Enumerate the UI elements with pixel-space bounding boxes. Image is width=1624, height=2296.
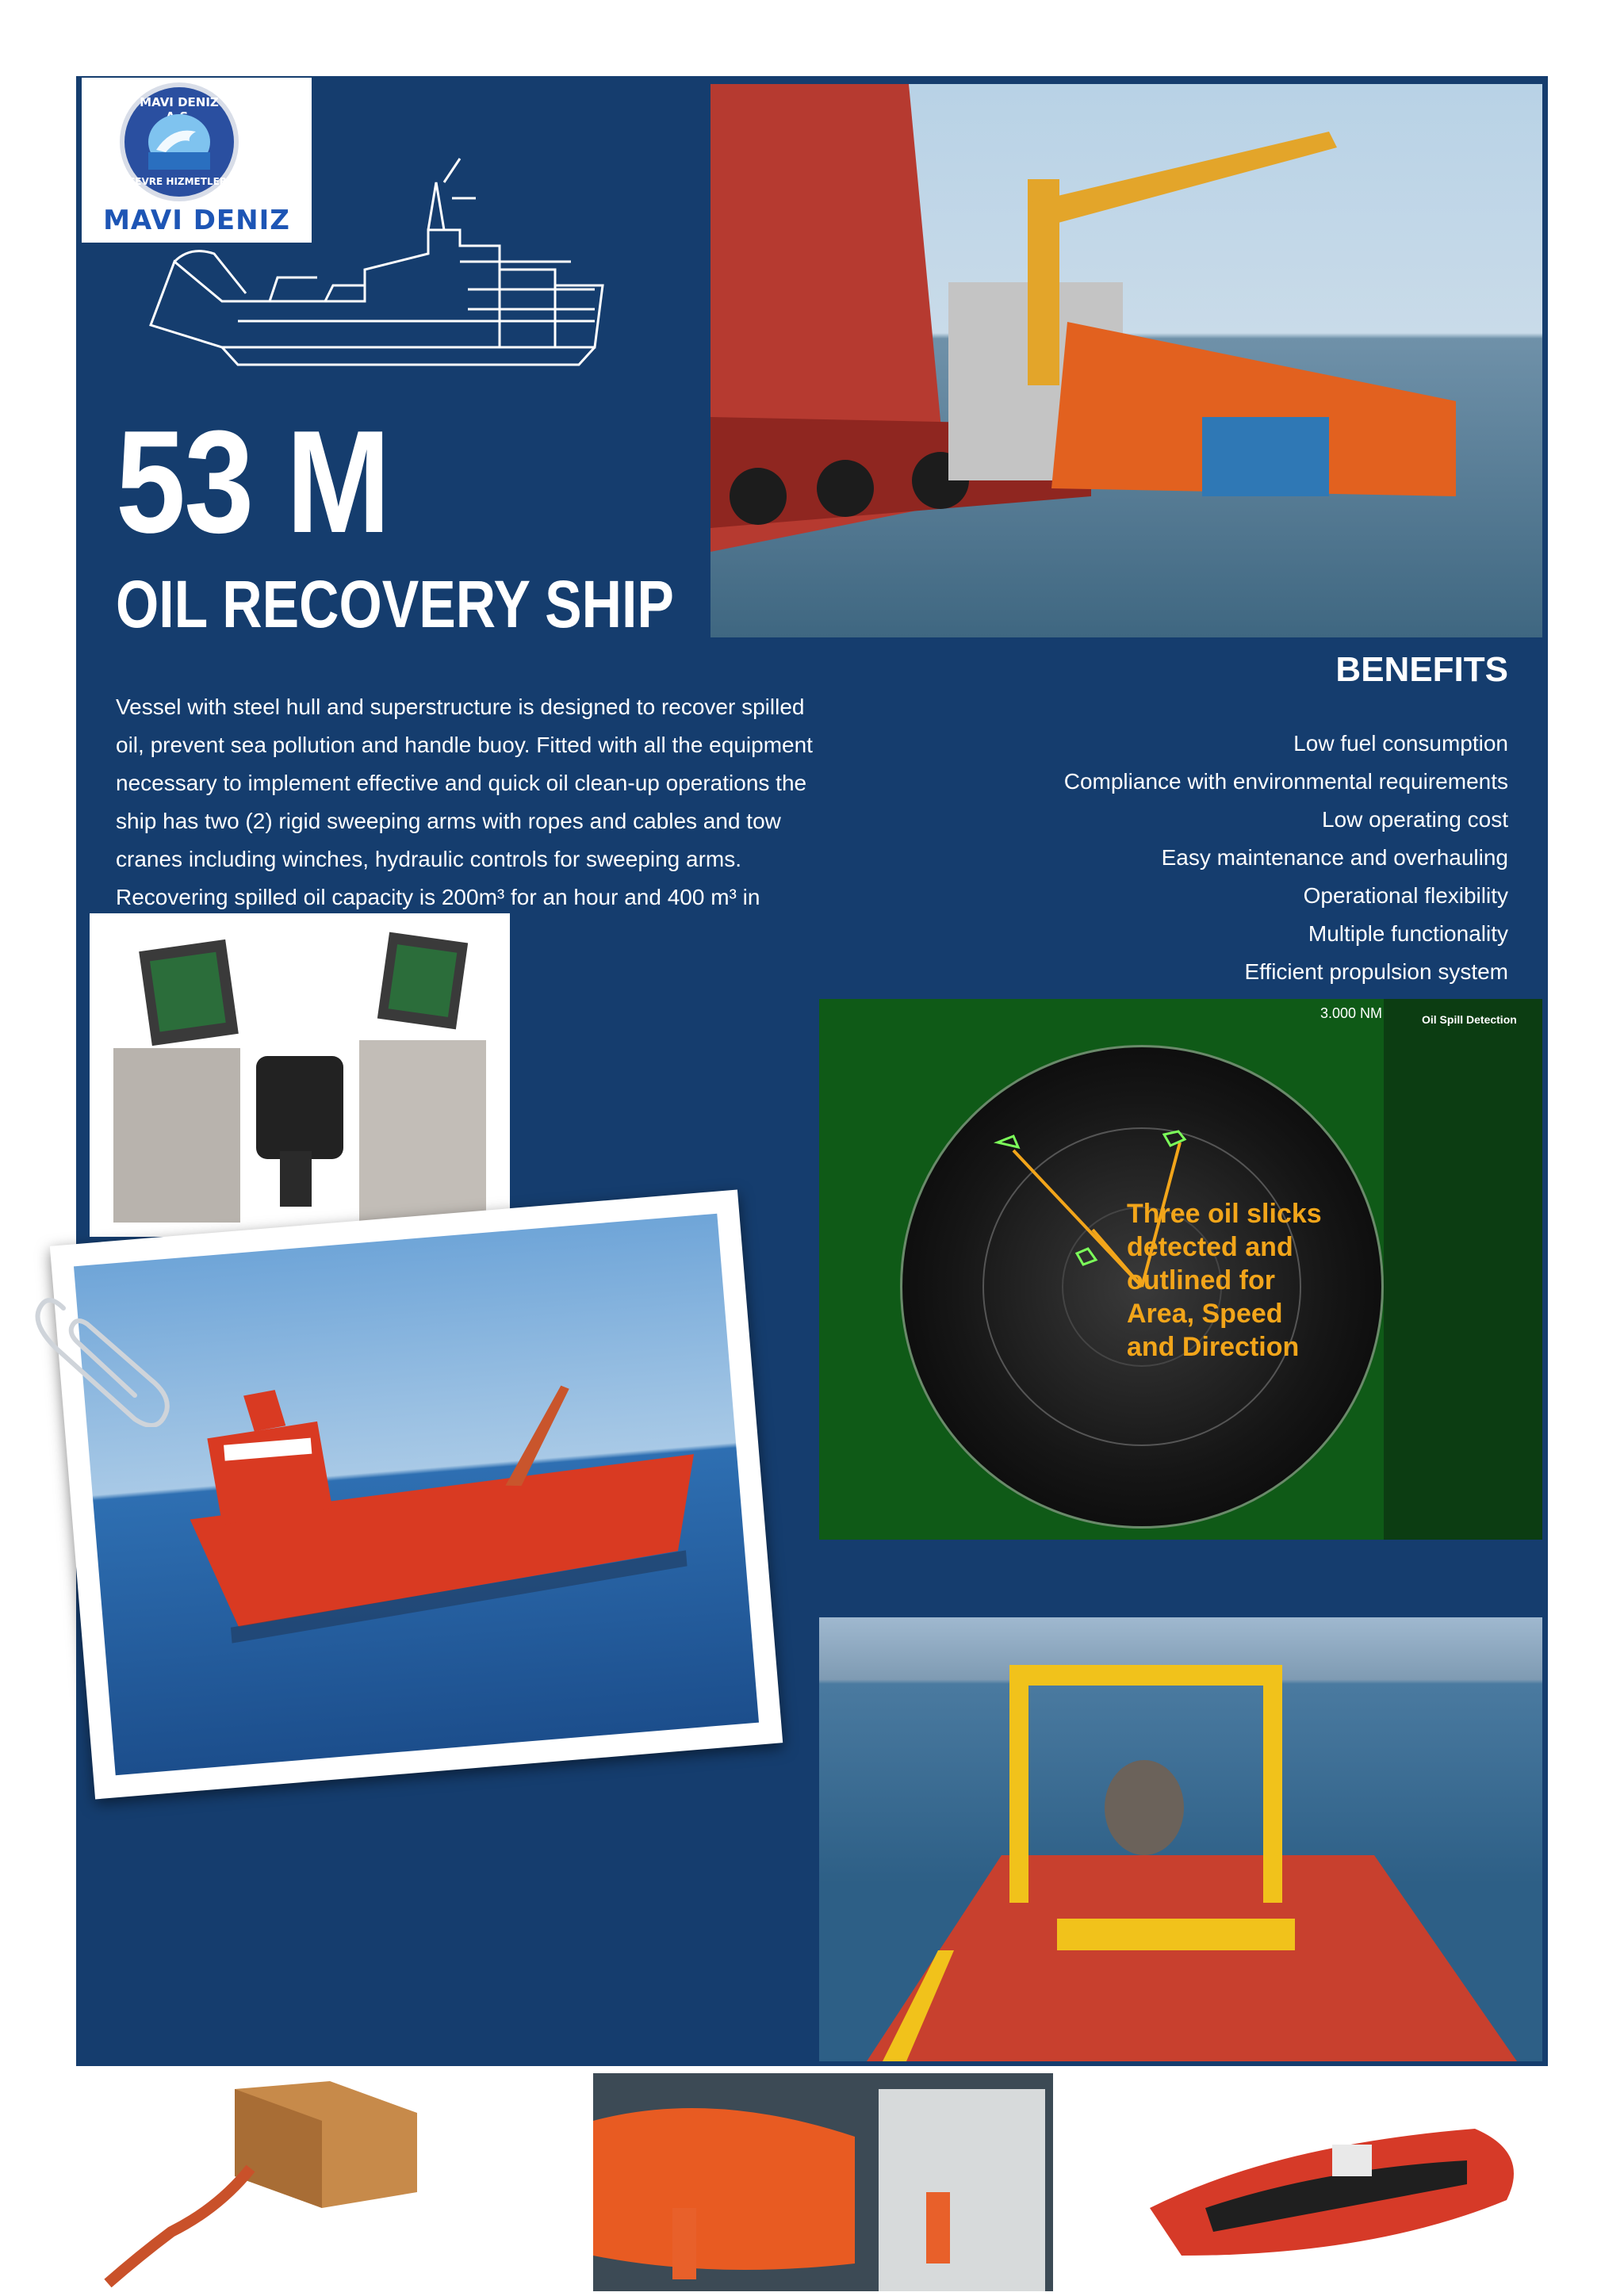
rescue-boat-photo <box>1134 2073 1546 2291</box>
benefit-item: Compliance with environmental requirements <box>1063 769 1508 794</box>
paper-clip-icon <box>32 1284 182 1427</box>
radar-callout: Three oil slicks detected and outlined for Area, Speed and Direction <box>1127 1199 1322 1362</box>
deck-buoy-photo <box>819 1617 1542 2061</box>
control-console-photo <box>90 913 510 1237</box>
benefit-item: Efficient propulsion system <box>1244 959 1508 984</box>
benefit-item: Low fuel consumption <box>1293 731 1508 756</box>
logo-ring-bottom: CEVRE HIZMETLERI <box>128 176 231 187</box>
ship-line-drawing <box>127 151 611 388</box>
benefit-item: Low operating cost <box>1321 807 1508 832</box>
benefits-heading: BENEFITS <box>1335 650 1508 689</box>
benefits-list <box>1064 725 1508 991</box>
logo-name: MAVI DENIZ <box>103 205 290 236</box>
vessel-length: 53 M <box>116 400 389 563</box>
radar-side-panel <box>1384 999 1542 1540</box>
radar-panel-title: Oil Spill Detection <box>1422 1013 1517 1026</box>
boom-deployment-photo <box>593 2073 1053 2291</box>
radar-range: 3.000 NM <box>1320 1005 1383 1021</box>
logo-ring-top: MAVI DENIZ <box>140 95 219 109</box>
benefit-item: Easy maintenance and overhauling <box>1161 845 1508 870</box>
vessel-description: Vessel with steel hull and superstructure is designed to recover spilled oil, prevent sea pollution and handle buoy. Fitted with all the equipment necessary to implement effective and quick oil clean-up operations the ship has two (2) rigid sweeping arms with ropes and cables and tow cranes including winches, hydraulic controls for sweeping arms. Recovering spilled oil capacity is 200m³ for an hour and 400 m³ in <box>116 695 813 909</box>
boom-container-photo <box>76 2073 449 2291</box>
benefit-item: Operational flexibility <box>1303 883 1508 908</box>
radar-display <box>819 999 1542 1540</box>
crane-photo <box>710 84 1542 637</box>
benefit-item: Multiple functionality <box>1308 921 1508 946</box>
ship-photo-frame <box>50 1190 783 1800</box>
page-title: OIL RECOVERY SHIP <box>116 567 674 641</box>
